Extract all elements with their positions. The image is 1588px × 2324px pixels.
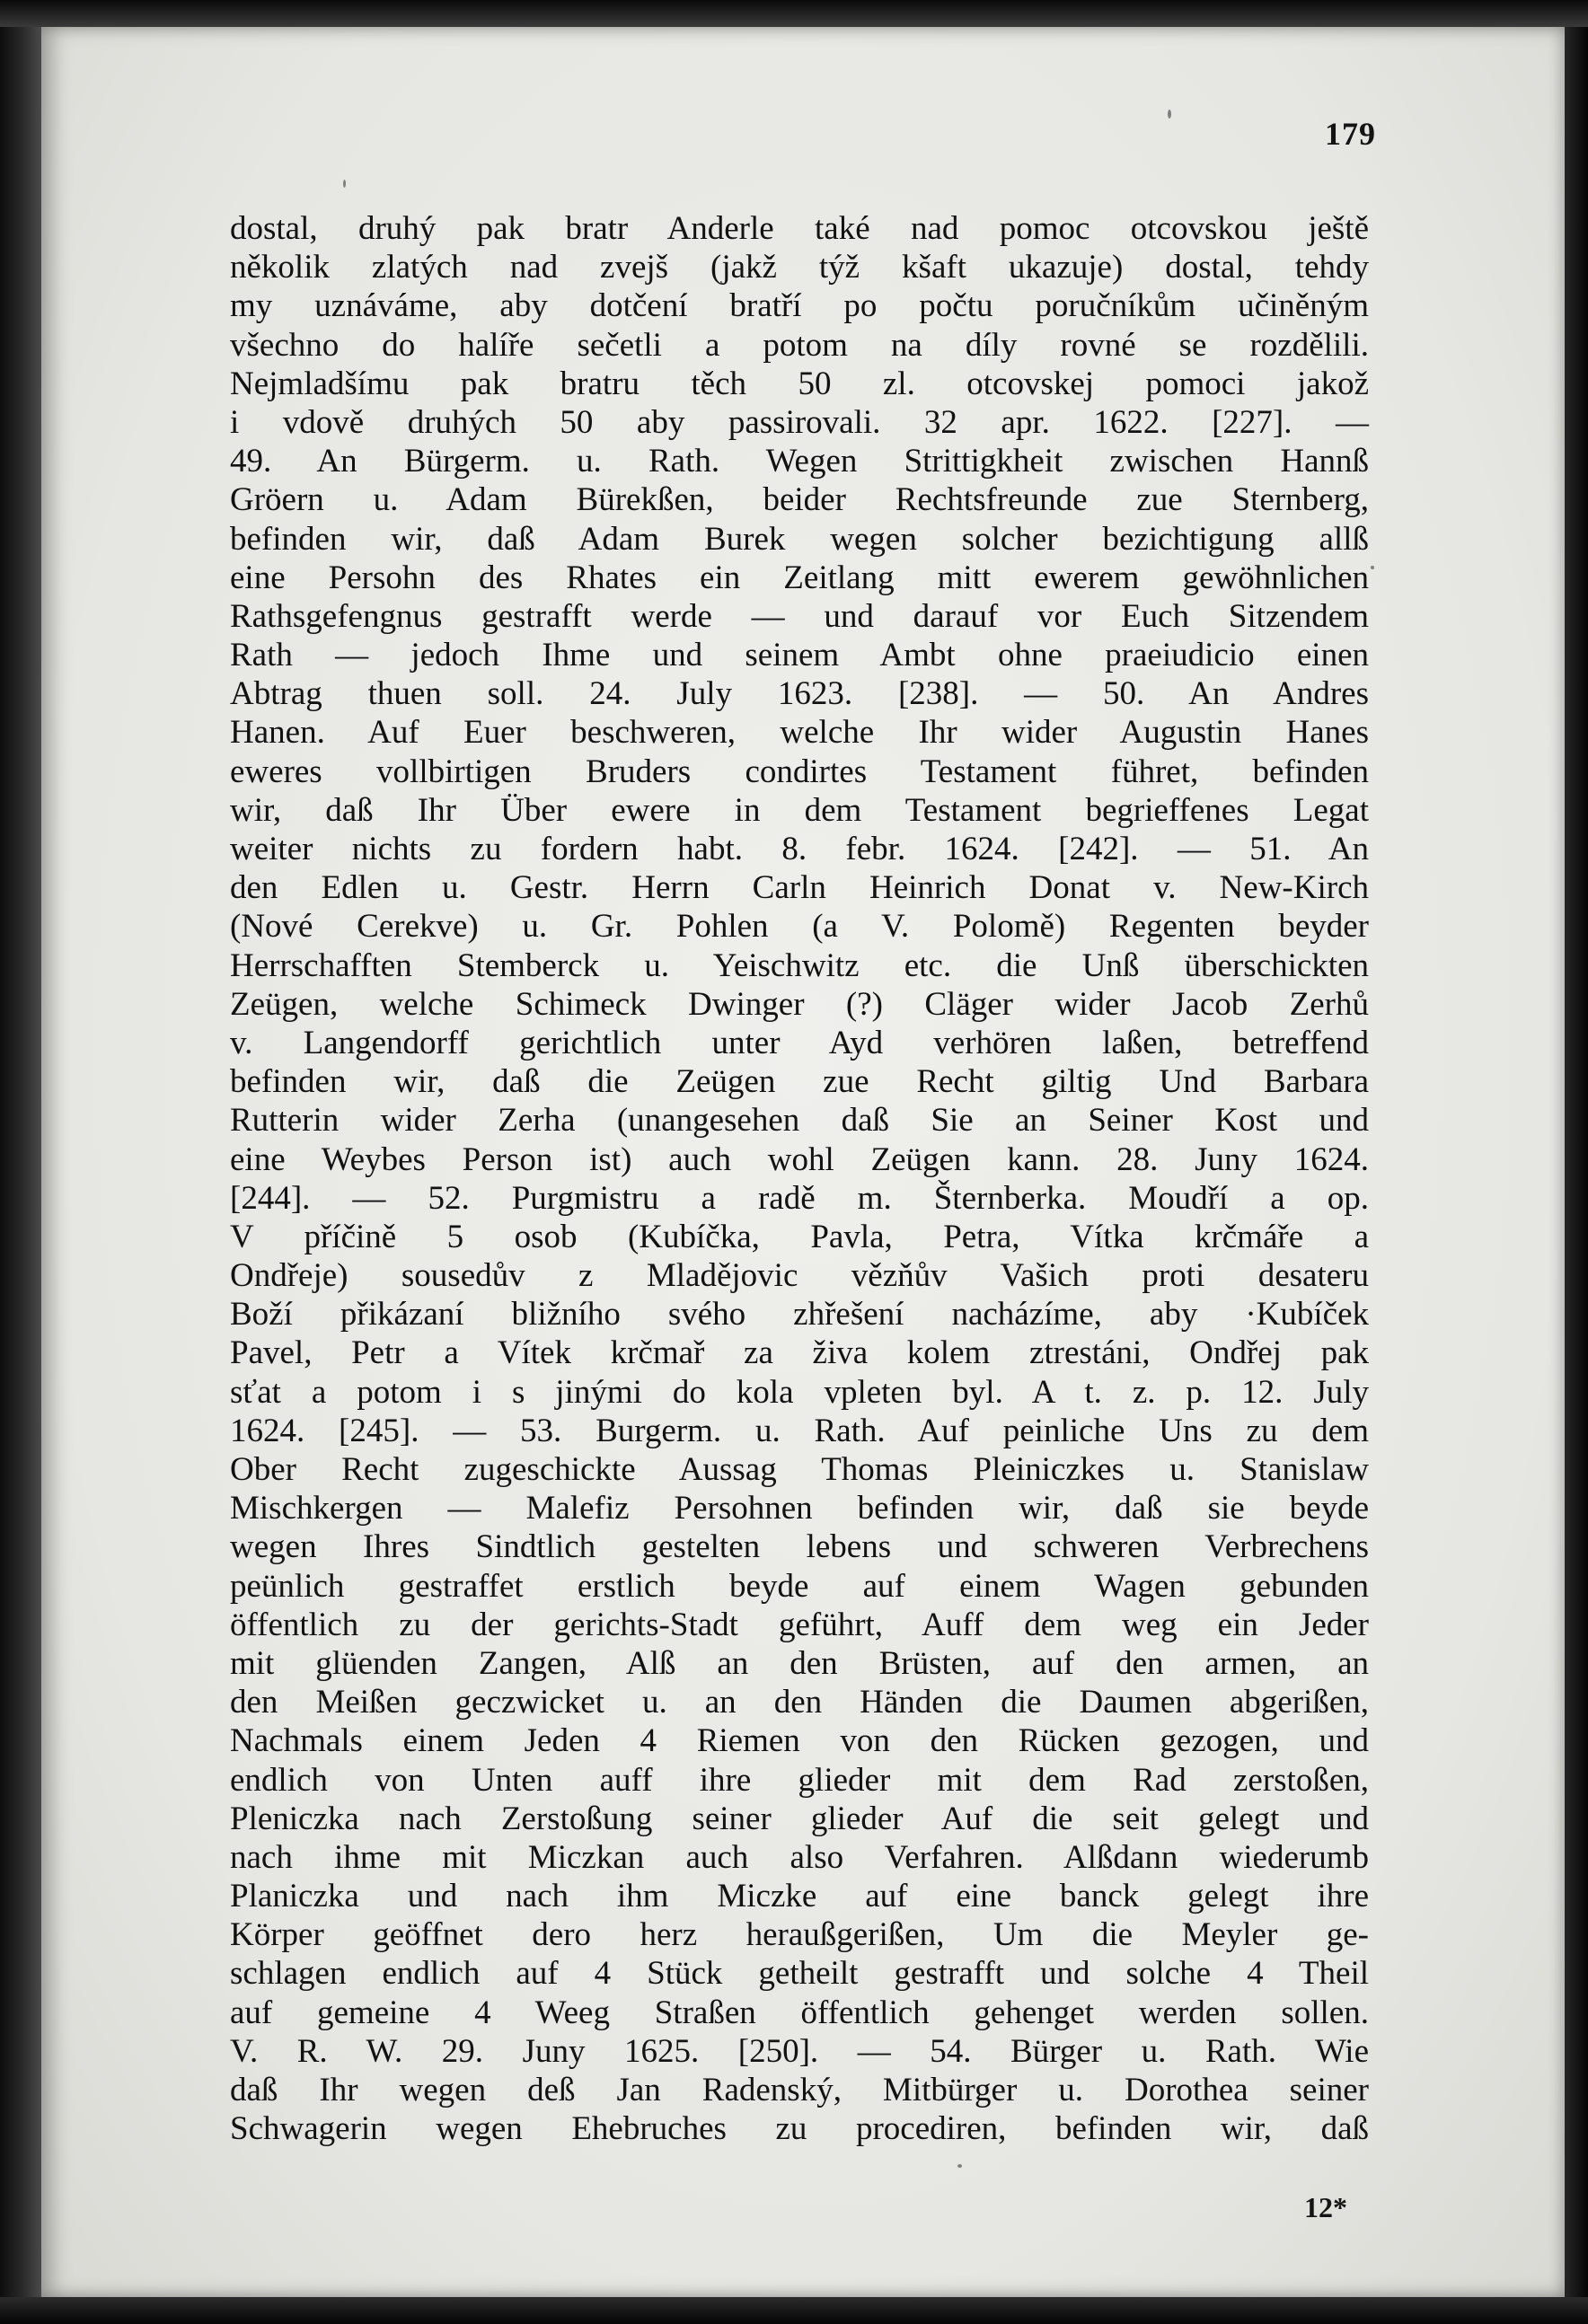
- text-line: Planiczka und nach ihm Miczke auf eine banck gelegt ihre: [230, 1878, 1369, 1915]
- text-line: Rutterin wider Zerha (unangesehen daß Sie an Seiner Kost und: [230, 1102, 1369, 1140]
- text-line: Boží přikázaní bližního svého zhřešení nacházíme, aby ·Kubíček: [230, 1296, 1369, 1334]
- dust-speck: [343, 180, 346, 188]
- dust-speck: [957, 2164, 962, 2168]
- text-line: v. Langendorff gerichtlich unter Ayd verhören laßen, betreffend: [230, 1024, 1369, 1061]
- text-line: 1624. [245]. — 53. Burgerm. u. Rath. Auf peinliche Uns zu dem: [230, 1412, 1369, 1449]
- text-line: Ober Recht zugeschickte Aussag Thomas Pleiniczkes u. Stanislaw: [230, 1451, 1369, 1488]
- text-line: Pavel, Petr a Vítek krčmař za živa kolem ztrestáni, Ondřej pak: [230, 1334, 1369, 1372]
- page-number: 179: [1325, 116, 1376, 152]
- signature-mark: 12*: [1304, 2191, 1347, 2223]
- text-line: den Meißen geczwicket u. an den Händen die Daumen abgerißen,: [230, 1684, 1369, 1721]
- text-line: auf gemeine 4 Weeg Straßen öffentlich gehenget werden sollen.: [230, 1994, 1369, 2031]
- text-line: wir, daß Ihr Über ewere in dem Testament begrieffenes Legat: [230, 791, 1369, 829]
- text-line: sťat a potom i s jinými do kola vpleten byl. A t. z. p. 12. July: [230, 1373, 1369, 1411]
- text-line: eweres vollbirtigen Bruders condirtes Testament führet, befinden: [230, 753, 1369, 790]
- text-line: Nejmladšímu pak bratru těch 50 zl. otcovskej pomoci jakož: [230, 365, 1369, 402]
- text-line: Gröern u. Adam Bürekßen, beider Rechtsfreunde zue Sternberg,: [230, 481, 1369, 519]
- text-line: nach ihme mit Miczkan auch also Verfahren. Alßdann wiederumb: [230, 1838, 1369, 1876]
- text-line: wegen Ihres Sindtlich gestelten lebens und schweren Verbrechens: [230, 1528, 1369, 1566]
- text-line: öffentlich zu der gerichts-Stadt geführt, Auff dem weg ein Jeder: [230, 1606, 1369, 1643]
- dust-speck: [1371, 566, 1374, 569]
- text-line: Abtrag thuen soll. 24. July 1623. [238]. — 50. An Andres: [230, 675, 1369, 713]
- text-line: Nachmals einem Jeden 4 Riemen von den Rücken gezogen, und: [230, 1722, 1369, 1760]
- text-line: (Nové Cerekve) u. Gr. Pohlen (a V. Polomě) Regenten beyder: [230, 908, 1369, 946]
- text-line: den Edlen u. Gestr. Herrn Carln Heinrich Donat v. New-Kirch: [230, 869, 1369, 907]
- text-line: všechno do halíře sečetli a potom na díly rovné se rozdělili.: [230, 326, 1369, 364]
- scan-edge-left: [0, 0, 41, 2324]
- text-line: Rathsgefengnus gestrafft werde — und darauf vor Euch Sitzendem: [230, 597, 1369, 635]
- text-line: [244]. — 52. Purgmistru a radě m. Šternberka. Moudří a op.: [230, 1179, 1369, 1217]
- text-line: Herrschafften Stemberck u. Yeischwitz etc. die Unß überschickten: [230, 946, 1369, 984]
- text-line: Hanen. Auf Euer beschweren, welche Ihr wider Augustin Hanes: [230, 714, 1369, 752]
- text-line: endlich von Unten auff ihre glieder mit dem Rad zerstoßen,: [230, 1761, 1369, 1799]
- text-line: eine Weybes Person ist) auch wohl Zeügen kann. 28. Juny 1624.: [230, 1140, 1369, 1178]
- text-line: několik zlatých nad zvejš (jakž týž kšaft ukazuje) dostal, tehdy: [230, 249, 1369, 286]
- text-line: schlagen endlich auf 4 Stück getheilt gestrafft und solche 4 Theil: [230, 1955, 1369, 1993]
- text-line: Mischkergen — Malefiz Persohnen befinden wir, daß sie beyde: [230, 1490, 1369, 1527]
- scan-edge-top: [0, 0, 1588, 27]
- text-line: my uznáváme, aby dotčení bratří po počtu poručníkům učiněným: [230, 287, 1369, 325]
- scan-edge-right: [1565, 0, 1588, 2324]
- body-text: [230, 209, 1369, 2148]
- text-line: Pleniczka nach Zerstoßung seiner glieder Auf die seit gelegt und: [230, 1800, 1369, 1837]
- text-line: Körper geöffnet dero herz heraußgerißen, Um die Meyler ge-: [230, 1916, 1369, 1954]
- text-line: Schwagerin wegen Ehebruches zu procediren, befinden wir, daß: [230, 2110, 1369, 2148]
- dust-speck: [1168, 110, 1171, 119]
- text-line: Rath — jedoch Ihme und seinem Ambt ohne praeiudicio einen: [230, 637, 1369, 674]
- text-line: peünlich gestraffet erstlich beyde auf einem Wagen gebunden: [230, 1567, 1369, 1605]
- text-line: weiter nichts zu fordern habt. 8. febr. 1624. [242]. — 51. An: [230, 831, 1369, 867]
- text-line: Ondřeje) sousedův z Mladějovic vězňův Vašich proti desateru: [230, 1257, 1369, 1295]
- text-line: mit glüenden Zangen, Alß an den Brüsten, auf den armen, an: [230, 1644, 1369, 1682]
- text-line: befinden wir, daß Adam Burek wegen solcher bezichtigung allß: [230, 520, 1369, 558]
- text-line: Zeügen, welche Schimeck Dwinger (?) Cläger wider Jacob Zerhů: [230, 985, 1369, 1023]
- text-line: daß Ihr wegen deß Jan Radenský, Mitbürger u. Dorothea seiner: [230, 2072, 1369, 2108]
- text-line: V. R. W. 29. Juny 1625. [250]. — 54. Bürger u. Rath. Wie: [230, 2032, 1369, 2070]
- text-line: eine Persohn des Rhates ein Zeitlang mitt ewerem gewöhnlichen: [230, 559, 1369, 596]
- text-line: i vdově druhých 50 aby passirovali. 32 apr. 1622. [227]. —: [230, 403, 1369, 441]
- text-line: V příčině 5 osob (Kubíčka, Pavla, Petra, Vítka krčmáře a: [230, 1218, 1369, 1255]
- text-line: dostal, druhý pak bratr Anderle také nad pomoc otcovskou ještě: [230, 210, 1369, 247]
- scan-edge-bottom: [0, 2297, 1588, 2324]
- text-line: befinden wir, daß die Zeügen zue Recht giltig Und Barbara: [230, 1063, 1369, 1101]
- text-line: 49. An Bürgerm. u. Rath. Wegen Strittigkheit zwischen Hannß: [230, 443, 1369, 480]
